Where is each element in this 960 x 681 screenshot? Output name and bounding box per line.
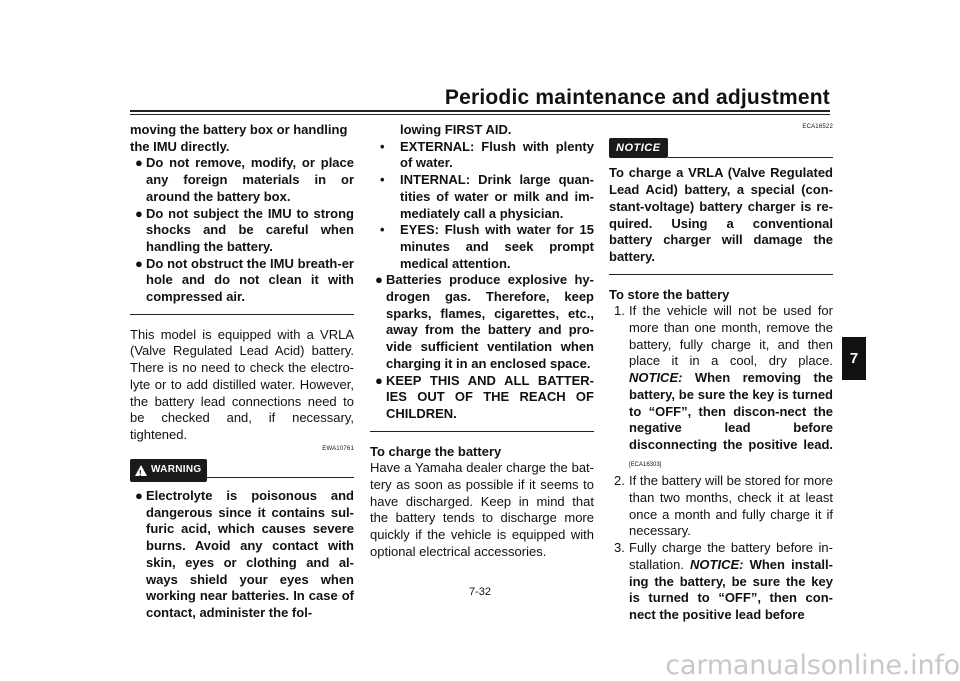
list-item <box>130 155 354 205</box>
bullet-text: Do not remove, modify, or place any foreign materials in or around the battery box. <box>146 155 354 204</box>
bullet-text: EXTERNAL: Flush with plenty of water. <box>400 138 594 171</box>
notice-inline-code: [ECA16303] <box>629 461 662 468</box>
section-heading: To store the battery <box>609 286 730 302</box>
bullet-icon: • <box>380 138 385 154</box>
notice-inline-text: When install-ing the battery, be sure the key is turned to “OFF”, then con-nect the positive lead before <box>629 556 833 622</box>
title-rule <box>130 110 830 112</box>
body-text: Have a Yamaha dealer charge the bat-tery as soon as possible if it seems to have discharged. Keep in mind that the battery tends to discharge more quickly if the vehicle is equipped with optional electrical accessories. <box>370 460 594 559</box>
watermark: carmanualsonline.info <box>665 650 960 681</box>
title-rule-thin <box>130 114 830 115</box>
column-3 <box>609 122 833 624</box>
list-item <box>130 488 354 622</box>
section-rule <box>370 431 594 432</box>
notice-text: To charge a VRLA (Valve Regulated Lead Acid) battery, a special (con-stant-voltage) battery charger is re-quired. Using a conventional battery charger will damage the battery. <box>609 165 833 264</box>
bullet-icon: • <box>380 222 385 238</box>
list-item <box>609 540 833 624</box>
step-text: If the vehicle will not be used for more than one month, remove the battery, fully charge it, and then place it in a cool, dry place. <box>629 303 833 369</box>
step-number: 1. <box>614 303 625 319</box>
notice-header <box>609 138 833 159</box>
bullet-icon: • <box>380 172 385 188</box>
bullet-text: Do not subject the IMU to strong shocks and be careful when handling the battery. <box>146 205 354 254</box>
column-1 <box>130 122 354 622</box>
bullet-text: Batteries produce explosive hy-drogen gas. Therefore, keep sparks, flames, cigarettes, etc., away from the battery and pro-vide sufficient ventilation when charging it in an enclosed space. <box>386 272 594 371</box>
bullet-icon: ● <box>375 272 383 288</box>
notice-code: ECA16522 <box>802 124 833 130</box>
warning-icon: ! <box>135 465 147 476</box>
step-text: Fully charge the battery before in-stallation. <box>629 540 833 572</box>
section-rule <box>609 274 833 275</box>
column-2 <box>370 122 594 561</box>
bullet-icon: ● <box>135 205 143 221</box>
bullet-text: Electrolyte is poisonous and dangerous since it contains sul-furic acid, which causes severe burns. Avoid any contact with skin, eyes or clothing and al-ways shield your eyes when working near batteries. In case of contact, administer the fol- <box>146 488 354 620</box>
bullet-text: INTERNAL: Drink large quan-tities of water or milk and im-mediately call a physician. <box>400 172 594 221</box>
step-number: 2. <box>614 473 625 489</box>
list-item <box>609 473 833 540</box>
bullet-text: EYES: Flush with water for 15 minutes and seek prompt medical attention. <box>400 222 594 271</box>
list-item <box>370 222 594 272</box>
notice-inline-text: When removing the battery, be sure the key is turned to “OFF”, then discon-nect the negative lead before disconnecting the positive lead. <box>629 370 833 452</box>
bullet-text: Do not obstruct the IMU breath-er hole and do not clean it with compressed air. <box>146 255 354 305</box>
list-item <box>370 139 594 172</box>
list-item <box>130 256 354 306</box>
warning-code: EWA10761 <box>322 445 354 452</box>
bullet-icon: ● <box>135 255 143 271</box>
notice-badge: NOTICE <box>609 138 668 159</box>
notice-inline-label: NOTICE: <box>690 556 744 572</box>
warning-label: WARNING <box>151 464 202 476</box>
notice-inline-label: NOTICE: <box>629 370 683 386</box>
list-item <box>130 206 354 256</box>
chapter-tab: 7 <box>842 337 866 380</box>
page-title: Periodic maintenance and adjustment <box>444 86 830 109</box>
warning-badge <box>130 459 207 482</box>
step-number: 3. <box>614 540 625 556</box>
step-text: If the battery will be stored for more than two months, check it at least once a month and fully charge it if necessary. <box>629 473 833 539</box>
section-heading: To charge the battery <box>370 443 502 459</box>
list-item <box>370 172 594 222</box>
page-number: 7-32 <box>468 586 492 598</box>
section-rule <box>130 314 354 315</box>
bullet-icon: ● <box>375 372 383 388</box>
notice-rule <box>668 157 833 158</box>
warning-rule <box>207 477 354 478</box>
list-item <box>370 373 594 423</box>
bullet-text: KEEP THIS AND ALL BATTER-IES OUT OF THE REACH OF CHILDREN. <box>386 372 594 421</box>
warning-header <box>130 459 354 482</box>
list-item <box>370 272 594 372</box>
list-item <box>609 303 833 473</box>
bullet-icon: ● <box>135 488 143 504</box>
body-text: This model is equipped with a VRLA (Valve Regulated Lead Acid) battery. There is no need to check the electro-lyte or to add distilled water. However, the battery lead connections need to be checked and, if necessary, tightened. <box>130 326 354 442</box>
bullet-icon: ● <box>135 155 143 171</box>
intro-text: moving the battery box or handling the IMU directly. <box>130 122 348 154</box>
continued-text: lowing FIRST AID. <box>400 122 512 137</box>
